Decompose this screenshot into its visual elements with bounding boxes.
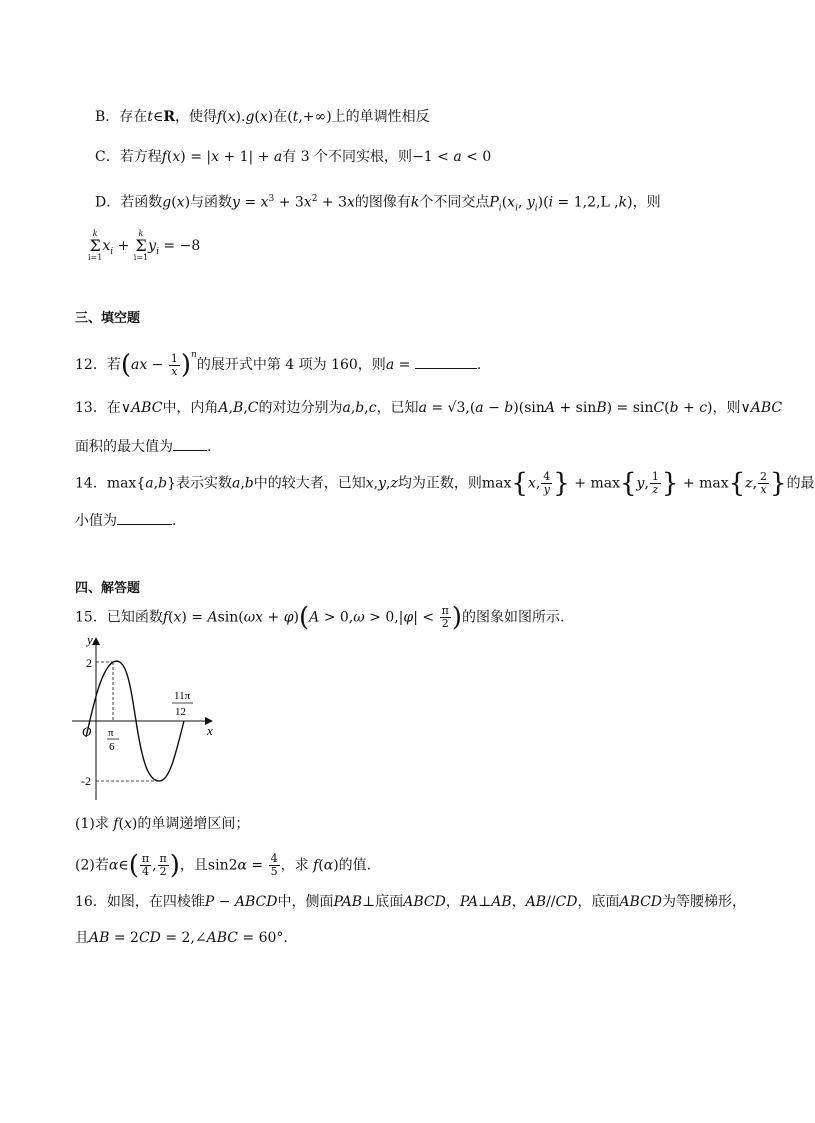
- option-b: B．存在t∈R，使得f(x).g(x)在(t,+∞)上的单调性相反: [95, 109, 430, 125]
- tick-pi6-num: π: [108, 727, 114, 739]
- option-c: C．若方程f(x) = |x + 1| + a有 3 个不同实根，则−1 < a < 0: [95, 149, 492, 165]
- tick-11pi12-num: 11π: [174, 690, 191, 702]
- question-15-part1: (1)求 f(x)的单调递增区间；: [75, 816, 250, 832]
- y-axis-label: y: [87, 632, 93, 647]
- origin-label: O: [82, 724, 92, 739]
- question-13: 13．在∨ABC中，内角A,B,C的对边分别为a,b,c，已知a = √3,(a − b)(sinA + sinB) = sinC(b + c)，则∨ABC: [75, 400, 783, 416]
- question-15: 15．已知函数f(x) = Asin(ωx + φ)(A > 0,ω > 0,|φ| < $\frac{\pi}{2}$ )的图象如图所示.: [75, 602, 565, 633]
- question-16: 16．如图，在四棱锥P − ABCD中，侧面PAB⊥底面ABCD，PA⊥AB，AB//CD，底面ABCD为等腰梯形，: [75, 894, 747, 910]
- question-15-part2: (2)若α∈( $\frac{\pi}{4}$ , $\frac{\pi}{2}$ )，且sin2α = $\frac{4}{5}$ ，求 f(α)的值.: [75, 850, 372, 881]
- sine-graph: [62, 632, 222, 804]
- section-fill-in-title: 三、填空题: [75, 311, 141, 326]
- option-d-sum: k Σ i=1 $x_i$ + k Σ i=1 $y_i = -8$: [88, 229, 201, 262]
- question-13-line2: 面积的最大值为 .: [75, 436, 211, 457]
- option-d: D．若函数g(x)与函数$y = x^3 + 3x^2 + 3x$的图像有k个不同交点$P_i(x_i$, $y_i)(i = 1,2,L$ ,k)，则: [95, 194, 661, 214]
- y-min-label: -2: [81, 774, 91, 788]
- y-max-label: 2: [86, 656, 92, 670]
- question-14: 14．max{a,b}表示实数a,b中的较大者，已知x,y,z均为正数，则max{x, $\frac{4}{y}$ } + max{y, $\frac{1}{z}$ } + max{z, $\frac{2}{x}$ }的最: [75, 468, 815, 499]
- tick-pi6-den: 6: [109, 741, 115, 753]
- x-axis-label: x: [207, 723, 213, 738]
- tick-11pi12-den: 12: [175, 706, 186, 718]
- question-12: 12．若(ax − $\frac{1}{x}$ )$^n$的展开式中第 4 项为 160，则a = .: [75, 350, 482, 380]
- section-answer-title: 四、解答题: [75, 581, 141, 596]
- question-16-line2: 且AB = 2CD = 2,∠ABC = 60°.: [75, 930, 288, 946]
- question-14-line2: 小值为 .: [75, 510, 176, 531]
